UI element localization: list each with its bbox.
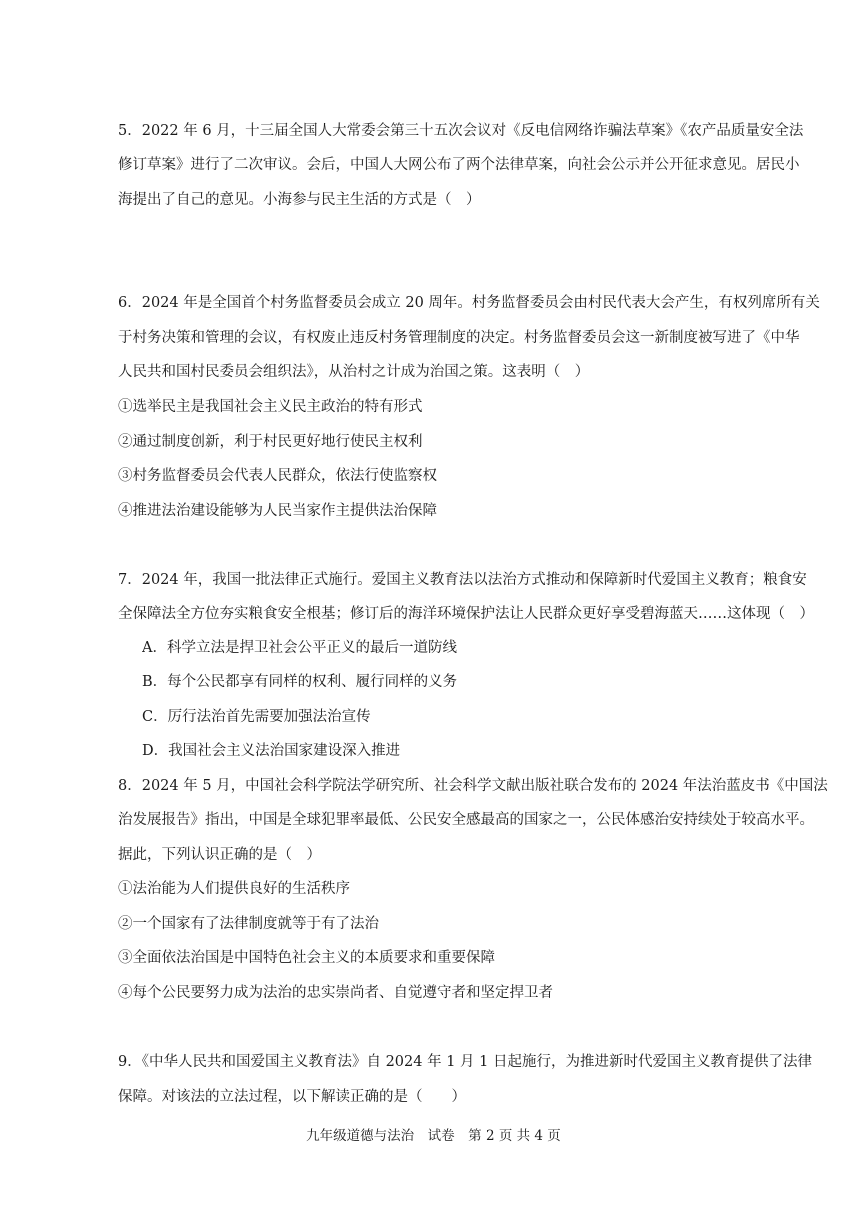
q9-stem-line-1: 9．《中华人民共和国爱国主义教育法》自 2024 年 1 月 1 日起施行，为推进新时代爱国主义教育提供了法律 [118, 1054, 812, 1070]
q6-statement-1: ①选举民主是我国社会主义民主政治的特有形式 [118, 399, 423, 415]
q7-option-c: C．厉行法治首先需要加强法治宣传 [142, 709, 371, 725]
q8-statement-1: ①法治能为人们提供良好的生活秩序 [118, 881, 350, 897]
q7-option-b: B．每个公民都享有同样的权利、履行同样的义务 [142, 674, 458, 690]
q6-statement-2: ②通过制度创新，利于村民更好地行使民主权利 [118, 434, 423, 450]
q8-stem-line-2: 治发展报告》指出，中国是全球犯罪率最低、公民安全感最高的国家之一，公民体感治安持续处于较高水平。 [118, 812, 814, 828]
q6-stem-line-1: 6．2024 年是全国首个村务监督委员会成立 20 周年。村务监督委员会由村民代表大会产生，有权列席所有关 [118, 295, 820, 311]
q8-stem-line-1: 8．2024 年 5 月，中国社会科学院法学研究所、社会科学文献出版社联合发布的 2024 年法治蓝皮书《中国法 [118, 778, 828, 794]
q8-statement-3: ③全面依法治国是中国特色社会主义的本质要求和重要保障 [118, 950, 495, 966]
q7-stem-line-1: 7．2024 年，我国一批法律正式施行。爱国主义教育法以法治方式推动和保障新时代爱国主义教育；粮食安 [118, 572, 807, 588]
q8-statement-2: ②一个国家有了法律制度就等于有了法治 [118, 916, 379, 932]
q5-stem-line-2: 修订草案》进行了二次审议。会后，中国人大网公布了两个法律草案，向社会公示并公开征求意见。居民小 [118, 157, 800, 173]
q9-stem-line-2: 保障。对该法的立法过程，以下解读正确的是（ ） [118, 1089, 466, 1105]
q6-stem-line-2: 于村务决策和管理的会议，有权废止违反村务管理制度的决定。村务监督委员会这一新制度被写进了《中华 [118, 330, 800, 346]
q6-statement-3: ③村务监督委员会代表人民群众，依法行使监察权 [118, 468, 437, 484]
q5-stem-line-3: 海提出了自己的意见。小海参与民主生活的方式是（ ） [118, 192, 481, 208]
page-footer: 九年级道德与法治 试卷 第 2 页 共 4 页 [306, 1128, 561, 1144]
q8-statement-4: ④每个公民要努力成为法治的忠实崇尚者、自觉遵守者和坚定捍卫者 [118, 985, 553, 1001]
q7-stem-line-2: 全保障法全方位夯实粮食安全根基；修订后的海洋环境保护法让人民群众更好享受碧海蓝天……这体现（ ） [118, 606, 814, 622]
q7-option-a: A．科学立法是捍卫社会公平正义的最后一道防线 [142, 640, 457, 656]
q6-stem-line-3: 人民共和国村民委员会组织法》，从治村之计成为治国之策。这表明（ ） [118, 364, 590, 380]
q5-stem-line-1: 5．2022 年 6 月，十三届全国人大常委会第三十五次会议对《反电信网络诈骗法草案》《农产品质量安全法 [118, 123, 804, 139]
q7-option-d: D．我国社会主义法治国家建设深入推进 [142, 743, 401, 759]
q6-statement-4: ④推进法治建设能够为人民当家作主提供法治保障 [118, 503, 437, 519]
q8-stem-line-3: 据此，下列认识正确的是（ ） [118, 847, 321, 863]
